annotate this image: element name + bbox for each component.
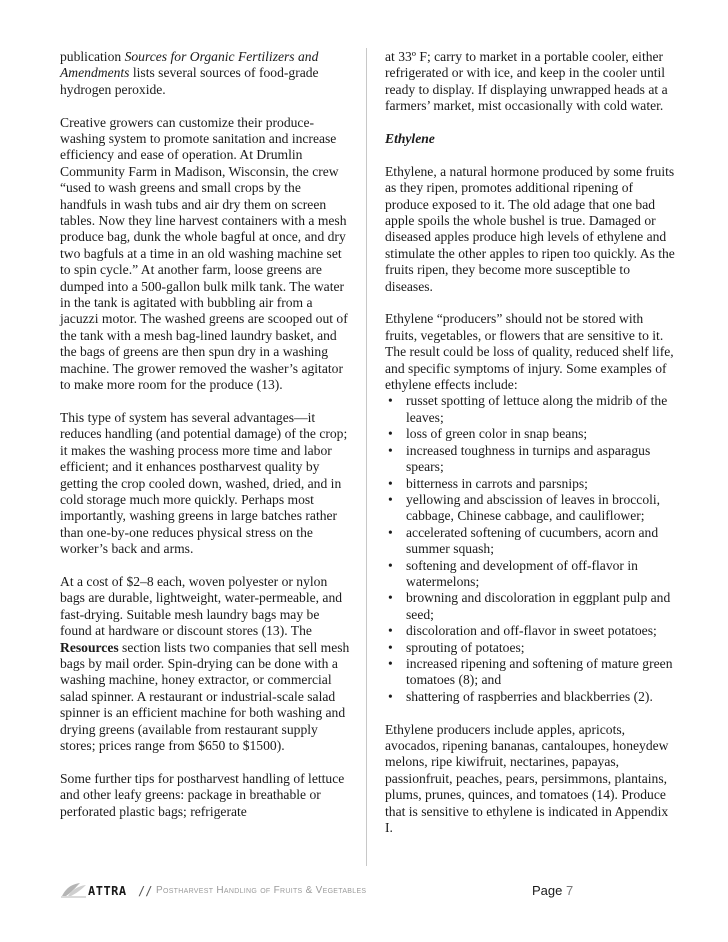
- paragraph-ethylene-intro: Ethylene, a natural hormone produced by some fruits as they ripen, promotes additional ripening of produce exposed to it. The old adage that one bad apple spoils the whole bushel is true. Damaged or diseased apples produce high levels of ethylene and stimulate the other apples to ripen too quickly. As the fruits ripen, they become more susceptible to diseases.: [385, 163, 675, 294]
- ethylene-effects-list: [385, 393, 675, 705]
- list-item: • bitterness in carrots and parsnips;: [388, 475, 588, 491]
- publication-footer-title: Postharvest Handling of Fruits & Vegetables: [156, 885, 367, 896]
- paragraph-cooler-storage: at 33º F; carry to market in a portable cooler, either refrigerated or with ice, and keep in the cooler until ready to display. If displaying unwrapped heads at a farmers’ market, mist occasionally with cold water.: [385, 49, 668, 114]
- bullet-icon: •: [388, 524, 393, 540]
- paragraph-produce-washing-system: Creative growers can customize their produce-washing system to promote sanitation and increase efficiency and ease of operation. At Drumlin Community Farm in Madison, Wisconsin, the crew “used to wash greens and small crops by the handfuls in wash tubs and air dry them on screen tables. Now they line harvest containers with a mesh produce bag, dunk the whole bagful at once, and dry two bagfuls at a time in an old washing machine set to spin cycle.” At another farm, loose greens are dumped into a 500-gallon bulk milk tank. The water in the tank is agitated with bubbling air from a jacuzzi motor. The washed greens are scooped out of the tank with a mesh bag-lined laundry basket, and the bags of greens are then spun dry in a washing machine. The grower removed the washer’s agitator to make more room for the produce (13).: [60, 114, 348, 393]
- section-heading-ethylene: Ethylene: [385, 131, 435, 147]
- attra-logo-text: ATTRA: [88, 884, 127, 898]
- bullet-icon: •: [388, 491, 393, 507]
- right-column: [385, 49, 675, 836]
- list-item: • browning and discoloration in eggplant pulp and seed;: [388, 590, 671, 622]
- paragraph-ethylene-producers-storage: Ethylene “producers” should not be stored with fruits, vegetables, or flowers that are sensitive to it. The result could be loss of quality, reduced shelf life, and specific symptoms of injury. Some examples of ethylene effects include:: [385, 311, 674, 393]
- list-item: • discoloration and off-flavor in sweet potatoes;: [388, 623, 657, 639]
- list-item: • russet spotting of lettuce along the midrib of the leaves;: [388, 393, 668, 425]
- paragraph-leafy-greens-tips: Some further tips for postharvest handling of lettuce and other leafy greens: package in breathable or perforated plastic bags; refrigerate: [60, 770, 345, 819]
- list-item: • accelerated softening of cucumbers, acorn and summer squash;: [388, 524, 659, 557]
- page-number: Page 7: [532, 883, 574, 898]
- paragraph-ethylene-producers-list: Ethylene producers include apples, apricots, avocados, ripening bananas, cantaloupes, honeydew melons, ripe kiwifruit, nectarines, papayas, passionfruit, peaches, pears, persimmons, plantains, plums, prunes, quinces, and tomatoes (14). Produce that is sensitive to ethylene is indicated in Appendix I.: [385, 721, 669, 836]
- bullet-icon: •: [388, 557, 393, 573]
- paragraph-mesh-bags: At a cost of $2–8 each, woven polyester or nylon bags are durable, lightweight, water-permeable, and fast-drying. Suitable mesh laundry bags may be found at hardware or discount stores (13). The Resources section lists two companies that sell mesh bags by mail order. Spin-drying can be done with a washing machine, honey extractor, or commercial salad spinner. A restaurant or industrial-scale salad spinner is an efficient machine for both washing and drying greens (available from restaurant supply stores; prices range from $650 to $1500).: [60, 573, 350, 754]
- leaf-logo-icon: [60, 882, 88, 898]
- list-item: • softening and development of off-flavor in watermelons;: [388, 557, 638, 589]
- bullet-icon: •: [388, 623, 393, 639]
- publication-title: Sources for Organic Fertilizers and Amendments: [60, 49, 319, 81]
- footer-separator: //: [138, 884, 153, 898]
- list-item: • shattering of raspberries and blackberries (2).: [388, 688, 653, 704]
- list-item: • sprouting of potatoes;: [388, 639, 525, 655]
- column-divider: [366, 48, 367, 866]
- list-item: • loss of green color in snap beans;: [388, 426, 588, 442]
- bullet-icon: •: [388, 426, 393, 442]
- left-column: [60, 49, 350, 820]
- bullet-icon: •: [388, 639, 393, 655]
- paragraph-hydrogen-peroxide-source: publication Sources for Organic Fertilizers and Amendments lists several sources of food-grade hydrogen peroxide.: [60, 49, 319, 97]
- bullet-icon: •: [388, 393, 393, 409]
- bullet-icon: •: [388, 655, 393, 671]
- resources-reference: Resources: [60, 639, 119, 655]
- page-footer: [60, 882, 680, 900]
- list-item: • increased toughness in turnips and asparagus spears;: [388, 442, 651, 475]
- paragraph-system-advantages: This type of system has several advantages—it reduces handling (and potential damage) of the crop; it makes the washing process more time and labor efficient; and it enhances postharvest quality by getting the crop cooled down, washed, dried, and in cold storage much more quickly. Perhaps most importantly, washing greens in large batches rather than one-by-one reduces physical stress on the worker’s back and arms.: [60, 409, 348, 557]
- bullet-icon: •: [388, 475, 393, 491]
- bullet-icon: •: [388, 590, 393, 606]
- bullet-icon: •: [388, 442, 393, 458]
- bullet-icon: •: [388, 688, 393, 704]
- list-item: • increased ripening and softening of mature green tomatoes (8); and: [388, 655, 673, 688]
- list-item: • yellowing and abscission of leaves in broccoli, cabbage, Chinese cabbage, and cauliflower;: [388, 491, 661, 524]
